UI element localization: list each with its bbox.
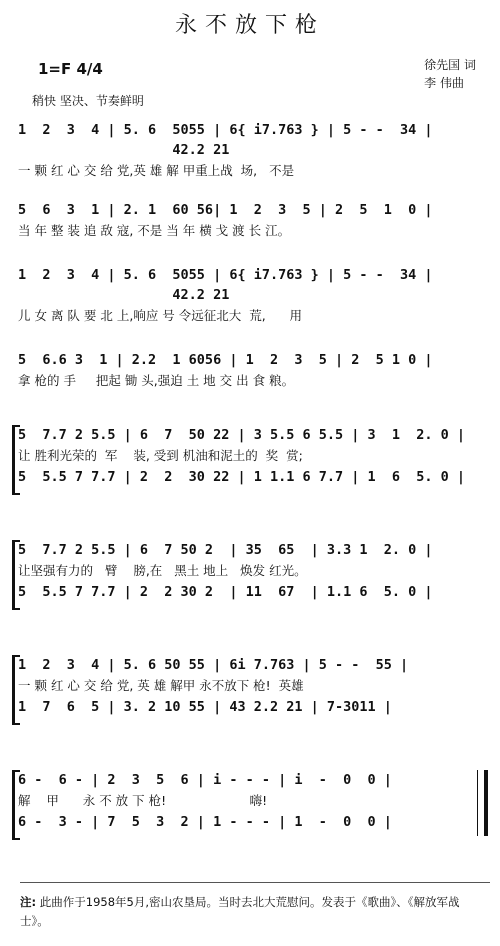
key-signature: 1=F 4/4 xyxy=(38,60,103,78)
composer: 李 伟曲 xyxy=(424,76,464,90)
notes-line: 5 6 3 1 | 2. 1 60 56| 1 2 3 5 | 2 5 1 0 | xyxy=(18,202,433,218)
notes-line: 5 7.7 2 5.5 | 6 7 50 2 | 35 65 | 3.3 1 2. 0 | xyxy=(18,542,433,558)
lyrics-line: 拿 枪的 手 把起 锄 头,强迫 土 地 交 出 食 粮。 xyxy=(18,373,295,388)
lyrics-line: 儿 女 离 队 要 北 上,响应 号 令远征北大 荒, 用 xyxy=(18,308,303,323)
notes-lower-line: 5 5.5 7 7.7 | 2 2 30 22 | 1 1.1 6 7.7 | 1 6 5. 0 | xyxy=(18,469,466,485)
lyrics-line: 一 颗 红 心 交 给 党,英 雄 解 甲重上战 场, 不是 xyxy=(18,163,295,178)
score-system-7 xyxy=(18,655,488,717)
lyrics-line: 解 甲 永 不 放 下 枪! 嗨! xyxy=(18,793,268,808)
notes-lower-line: 42.2 21 xyxy=(18,287,230,303)
lyrics-line: 当 年 整 装 追 敌 寇, 不是 当 年 横 戈 渡 长 江。 xyxy=(18,223,291,238)
score-system-4 xyxy=(18,350,488,392)
footnote-divider xyxy=(20,882,490,883)
footnote-text: 此曲作于1958年5月,密山农垦局。当时去北大荒慰问。发表于《歌曲》、《解放军战士》。 xyxy=(20,895,460,928)
notes-line: 1 2 3 4 | 5. 6 5055 | 6{ i7.763 } | 5 - - 34 | xyxy=(18,122,433,138)
notes-line: 5 7.7 2 5.5 | 6 7 50 22 | 3 5.5 6 5.5 | 3 1 2. 0 | xyxy=(18,427,466,443)
notes-lower-line: 6 - 3 - | 7 5 3 2 | 1 - - - | 1 - 0 0 | xyxy=(18,814,392,830)
score-system-1 xyxy=(18,120,488,182)
notes-line: 1 2 3 4 | 5. 6 5055 | 6{ i7.763 } | 5 - - 34 | xyxy=(18,267,433,283)
notes-lower-line: 1 7 6 5 | 3. 2 10 55 | 43 2.2 21 | 7-3011 | xyxy=(18,699,392,715)
song-title: 永不放下枪 xyxy=(174,13,325,38)
lyricist: 徐先国 词 xyxy=(424,58,476,72)
notes-line: 5 6.6 3 1 | 2.2 1 6056 | 1 2 3 5 | 2 5 1 0 | xyxy=(18,352,433,368)
notes-line: 6 - 6 - | 2 3 5 6 | i - - - | i - 0 0 | xyxy=(18,772,392,788)
tempo-marking: 稍快 坚决、节奏鲜明 xyxy=(32,94,144,108)
lyrics-line: 一 颗 红 心 交 给 党, 英 雄 解甲 永不放下 枪! 英雄 xyxy=(18,678,304,693)
score-system-3 xyxy=(18,265,488,327)
lyrics-line: 让 胜利光荣的 军 装, 受到 机油和泥土的 奖 赏; xyxy=(18,448,303,463)
score-system-5 xyxy=(18,425,488,487)
notes-lower-line: 5 5.5 7 7.7 | 2 2 30 2 | 11 67 | 1.1 6 5. 0 | xyxy=(18,584,433,600)
credits xyxy=(424,56,476,92)
notes-line: 1 2 3 4 | 5. 6 50 55 | 6i 7.763 | 5 - - 55 | xyxy=(18,657,409,673)
footnote-label: 注: xyxy=(20,895,37,909)
footnote xyxy=(20,893,485,931)
lyrics-line: 让坚强有力的 臂 膀,在 黑土 地上 焕发 红光。 xyxy=(18,563,307,578)
score-system-2 xyxy=(18,200,488,242)
notes-lower-line: 42.2 21 xyxy=(18,142,230,158)
score-system-8 xyxy=(18,770,488,832)
score-system-6 xyxy=(18,540,488,602)
